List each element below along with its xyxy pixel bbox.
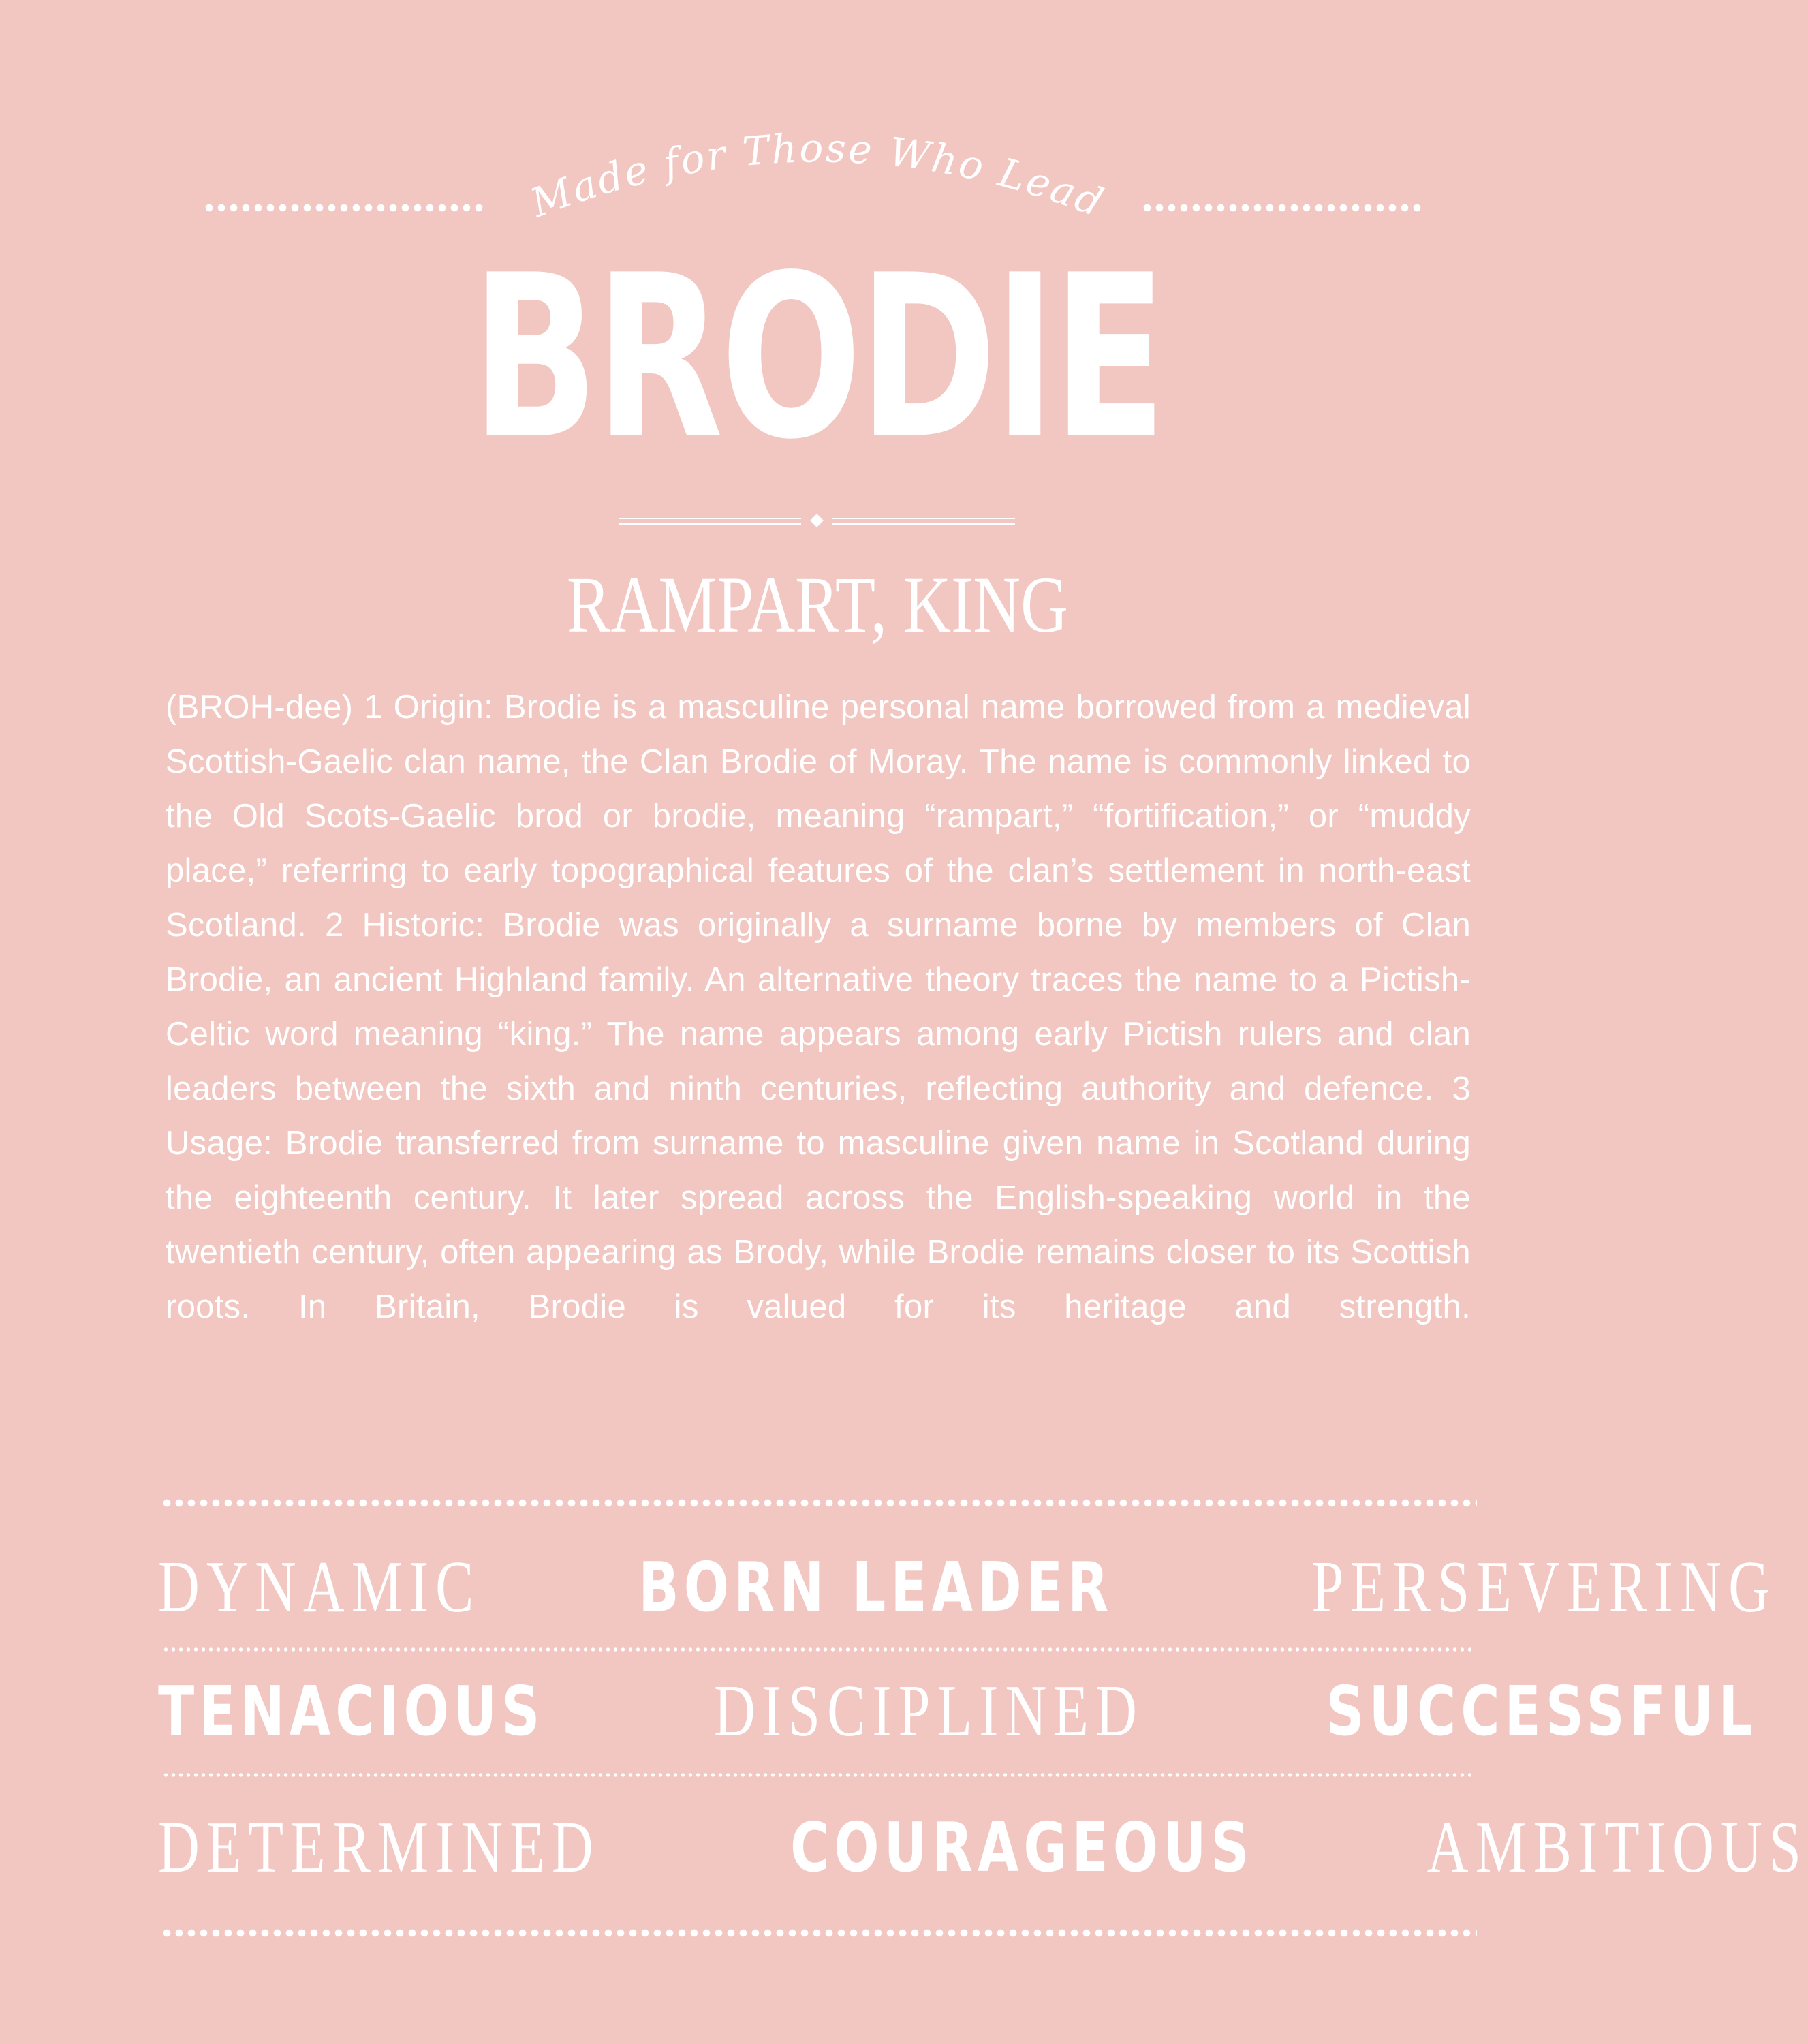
trait-word: DETERMINED [158,1807,600,1888]
diamond-icon [810,514,824,527]
traits-row-1 [158,1543,1777,1632]
name-description: (BROH-dee) 1 Origin: Brodie is a masculine personal name borrowed from a medieval Scottish-Gaelic clan name, the Clan Brodie of Moray. The name is commonly linked to the Old Scots-Gaelic brod or brodie, meaning “rampart,” “fortification,” or “muddy place,” referring to early topographical features of the clan’s settlement in north-east Scotland. 2 Historic: Brodie was originally a surname borne by members of Clan Brodie, an ancient Highland family. An alternative theory traces the name to a Pictish-Celtic word meaning “king.” The name appears among early Pictish rulers and clan leaders between the sixth and ninth centuries, reflecting authority and defence. 3 Usage: Brodie transferred from surname to masculine given name in Scotland during the eighteenth century. It later spread across the English-speaking world in the twentieth century, often appearing as Brody, while Brodie remains closer to its Scottish roots. In Britain, Brodie is valued for its heritage and strength. [166,689,1471,1325]
trait-word: AMBITIOUS [1427,1807,1808,1888]
traits-row-3 [158,1803,1808,1892]
baby-name-title: BRODIE [471,227,1164,489]
trait-word: BORN LEADER [638,1547,1114,1627]
trait-word: SUCCESSFUL [1326,1671,1758,1751]
trait-word: COURAGEOUS [790,1808,1254,1887]
tagline-text: Made for Those Who Lead [524,125,1111,227]
trait-word: PERSEVERING [1311,1547,1777,1628]
trait-word: DISCIPLINED [714,1671,1144,1752]
trait-word: TENACIOUS [158,1671,545,1751]
traits-divider-1 [162,1647,1471,1652]
name-meaning: RAMPART, KING [566,560,1069,649]
traits-top-dots [161,1499,1477,1507]
ornament-divider [613,510,1022,533]
traits-row-2 [158,1667,1758,1756]
header-dots-right [1141,204,1422,212]
header-dots-left [203,204,484,212]
traits-divider-2 [162,1773,1471,1777]
svg-text:Made for Those Who Lead [524,125,1111,226]
tagline [518,102,1117,232]
trait-word: DYNAMIC [158,1547,481,1628]
traits-bottom-dots [161,1929,1477,1937]
